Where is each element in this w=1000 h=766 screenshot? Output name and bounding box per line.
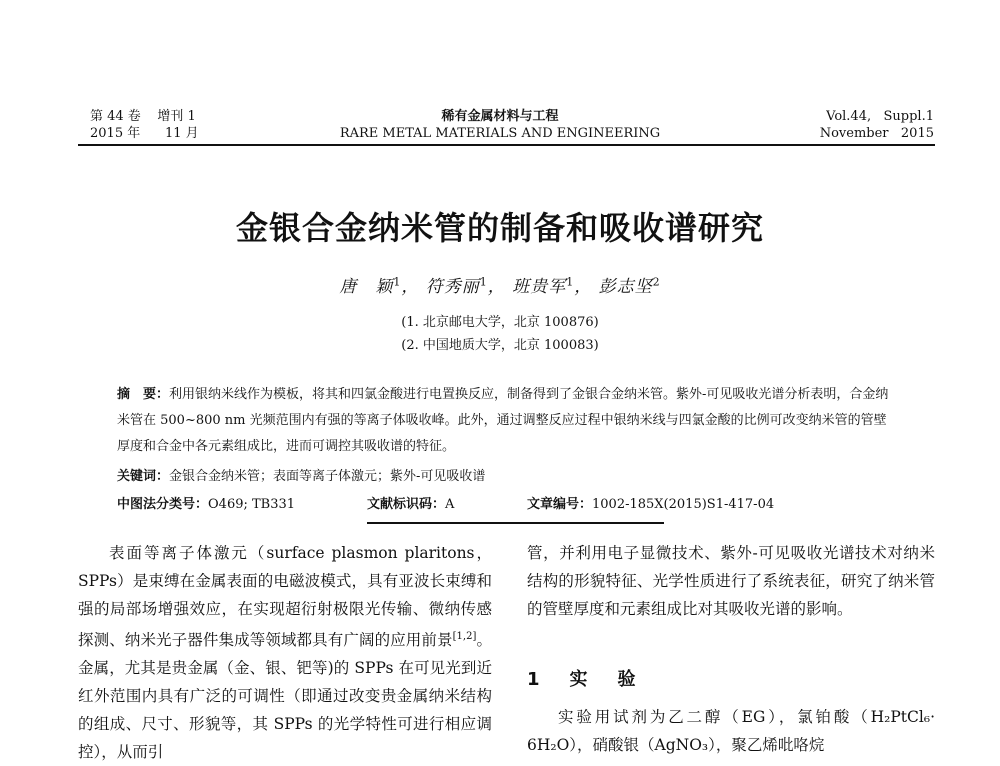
header-volume-line: 第 44 卷 增刊 1 xyxy=(90,109,196,124)
author-name: 彭志坚 xyxy=(598,277,653,297)
author-name: 符秀丽 xyxy=(425,277,480,297)
author-aff: 1 xyxy=(479,275,488,289)
doc-code xyxy=(367,493,454,512)
header-issue xyxy=(820,108,934,142)
paper-title: 金银合金纳米管的制备和吸收谱研究 xyxy=(235,209,764,247)
body-paragraph: 实验用试剂为乙二醇（EG），氯铂酸（H₂PtCl₆· 6H₂O），硝酸银（AgNO₃），聚乙烯吡咯烷 xyxy=(527,708,935,754)
abstract-label: 摘 要： xyxy=(117,387,170,402)
section-heading xyxy=(527,665,642,691)
section-title: 实 验 xyxy=(569,669,642,690)
article-value: 1002-185X(2015)S1-417-04 xyxy=(592,497,775,512)
clc-label: 中图法分类号： xyxy=(117,497,209,512)
body-left-column xyxy=(78,539,492,766)
author-aff: 1 xyxy=(566,275,575,289)
author-list: 唐 颖$^1$， 符秀丽$^1$， 班贵军$^1$， 彭志坚$^2$ xyxy=(339,275,661,297)
clc-value: O469; TB331 xyxy=(208,497,296,512)
section-number: 1 xyxy=(527,669,546,690)
keywords-label: 关键词： xyxy=(117,469,170,484)
journal-name-en: RARE METAL MATERIALS AND ENGINEERING xyxy=(339,126,661,141)
article-label: 文章编号： xyxy=(527,497,593,512)
affiliation: (1. 北京邮电大学，北京 100876) xyxy=(401,315,599,330)
issue-volume: Vol.44, Suppl.1 xyxy=(826,109,934,124)
issue-date: November 2015 xyxy=(819,126,934,141)
doc-label: 文献标识码： xyxy=(367,497,446,512)
author-name: 唐 颖 xyxy=(339,277,394,297)
header-date-line: 2015 年 11 月 xyxy=(90,126,199,141)
doc-value: A xyxy=(445,497,455,512)
citation: [1,2] xyxy=(452,631,477,642)
header-rule xyxy=(78,144,935,146)
body-paragraph xyxy=(78,539,492,766)
affiliation: (2. 中国地质大学，北京 100083) xyxy=(401,338,599,353)
keywords xyxy=(117,465,485,484)
abstract-text: 利用银纳米线作为模板，将其和四氯金酸进行电置换反应，制备得到了金银合金纳米管。紫外-可见吸收光谱分析表明，合金纳米管在 500~800 nm 光频范围内有强的等离子体吸收峰。此外，通过调整反应过程中银纳米线与四氯金酸的比例可改变纳米管的管壁厚度和合金中各元素组成比，进而可调控其吸收谱的特征。 xyxy=(117,387,889,454)
body-text: 表面等离子体激元（surface plasmon plaritons，SPPs）是束缚在金属表面的电磁波模式，具有亚波长束缚和强的局部场增强效应，在实现超衍射极限光传输、微纳传感探测、纳米光子器件集成等领域都具有广阔的应用前景 xyxy=(78,544,492,650)
author-name: 班贵军 xyxy=(512,277,567,297)
keywords-text: 金银合金纳米管；表面等离子体激元；紫外-可见吸收谱 xyxy=(169,469,486,484)
body-right-column xyxy=(527,539,935,623)
journal-name-cn: 稀有金属材料与工程 xyxy=(441,109,559,124)
author-aff: 2 xyxy=(652,275,661,289)
article-number xyxy=(527,493,774,512)
body-paragraph: 管，并利用电子显微技术、紫外-可见吸收光谱技术对纳米结构的形貌特征、光学性质进行了系统表征，研究了纳米管的管壁厚度和元素组成比对其吸收光谱的影响。 xyxy=(527,544,935,618)
clc-code xyxy=(117,493,295,512)
author-aff: 1 xyxy=(393,275,402,289)
body-text: 。金属，尤其是贵金属（金、银、钯等)的 SPPs 在可见光到近红外范围内具有广泛的可调性（即通过改变贵金属纳米结构的组成、尺寸、形貌等，其 SPPs 的光学特性可进行相应调控），从而引 xyxy=(78,631,492,762)
abstract-separator xyxy=(367,522,664,524)
abstract xyxy=(117,382,899,460)
